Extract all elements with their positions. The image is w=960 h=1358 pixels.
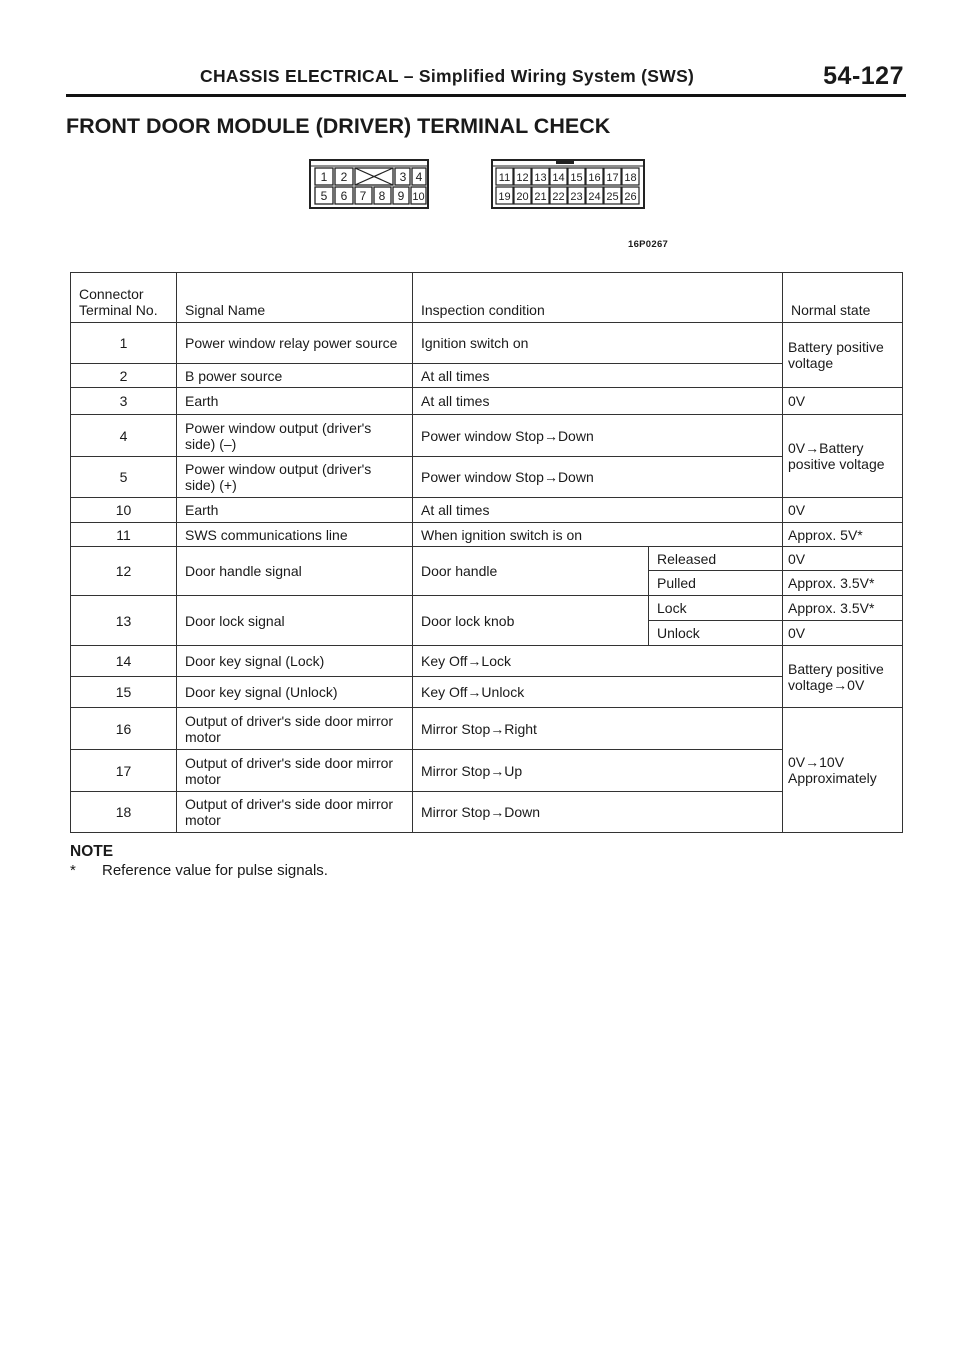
condition-cell: When ignition switch is on — [413, 523, 783, 547]
signal-cell: Door key signal (Unlock) — [177, 677, 413, 708]
table-row — [71, 523, 903, 547]
table-row — [71, 547, 903, 571]
pin-label: 1 — [320, 170, 328, 184]
pin-label: 18 — [624, 172, 637, 184]
table-row — [71, 364, 903, 388]
col-header-terminal: Connector Terminal No. — [71, 273, 177, 323]
pin-label: 24 — [588, 191, 601, 203]
normal-state-cell: Approx. 3.5V* — [783, 571, 903, 596]
col-header-normal: Normal state — [783, 273, 903, 323]
table-row — [71, 498, 903, 523]
condition-cell: Key Off→Unlock — [413, 677, 783, 708]
col-header-condition: Inspection condition — [413, 273, 783, 323]
normal-state-cell: 0V — [783, 498, 903, 523]
normal-state-cell: Approx. 3.5V* — [783, 596, 903, 621]
note-heading: NOTE — [70, 843, 114, 860]
signal-cell: Power window output (driver's side) (+) — [177, 457, 413, 498]
normal-state-cell: 0V — [783, 621, 903, 646]
signal-cell: SWS communications line — [177, 523, 413, 547]
terminal-cell: 11 — [71, 523, 177, 547]
condition-cell: Ignition switch on — [413, 323, 783, 364]
sub-condition-cell: Released — [649, 547, 783, 571]
terminal-cell: 3 — [71, 388, 177, 415]
page-number: 54-127 — [823, 62, 904, 90]
signal-cell: Door handle signal — [177, 547, 413, 596]
normal-state-cell: 0V→Battery positive voltage — [783, 415, 903, 498]
pin-label: 4 — [415, 170, 423, 184]
pin-label: 9 — [397, 189, 405, 203]
pin-label: 20 — [516, 191, 529, 203]
terminal-cell: 18 — [71, 792, 177, 833]
pin-label: 12 — [516, 172, 529, 184]
signal-cell: Earth — [177, 388, 413, 415]
table-row — [71, 388, 903, 415]
pin-label: 15 — [570, 172, 583, 184]
condition-cell: Mirror Stop→Right — [413, 708, 783, 750]
signal-cell: Output of driver's side door mirror motor — [177, 792, 413, 833]
pin-label: 17 — [606, 172, 619, 184]
note-text — [70, 862, 328, 879]
signal-cell: Output of driver's side door mirror motor — [177, 708, 413, 750]
normal-state-cell: 0V→10V Approximately — [783, 708, 903, 833]
pin-label: 21 — [534, 191, 547, 203]
signal-cell: Output of driver's side door mirror motor — [177, 750, 413, 792]
pin-label: 2 — [340, 170, 348, 184]
terminal-cell: 14 — [71, 646, 177, 677]
pin-label: 7 — [359, 189, 367, 203]
table-row — [71, 646, 903, 677]
note-body: Reference value for pulse signals. — [102, 862, 328, 879]
pin-label: 11 — [498, 172, 511, 184]
terminal-check-table — [70, 272, 903, 833]
normal-state-cell: 0V — [783, 388, 903, 415]
pin-label: 5 — [320, 189, 328, 203]
pin-label: 19 — [498, 191, 511, 203]
signal-cell: Earth — [177, 498, 413, 523]
terminal-cell: 12 — [71, 547, 177, 596]
table-row — [71, 323, 903, 364]
terminal-cell: 17 — [71, 750, 177, 792]
terminal-cell: 4 — [71, 415, 177, 457]
condition-cell: At all times — [413, 388, 783, 415]
table-row — [71, 708, 903, 750]
page-title: FRONT DOOR MODULE (DRIVER) TERMINAL CHECK — [66, 114, 611, 138]
signal-cell: Door lock signal — [177, 596, 413, 646]
pin-label: 16 — [588, 172, 601, 184]
terminal-cell: 15 — [71, 677, 177, 708]
condition-cell: Door handle — [413, 547, 649, 596]
pin-label: 6 — [340, 189, 348, 203]
figure-code: 16P0267 — [628, 239, 669, 250]
table-row — [71, 457, 903, 498]
table-row — [71, 792, 903, 833]
terminal-cell: 5 — [71, 457, 177, 498]
pin-label: 25 — [606, 191, 619, 203]
terminal-cell: 16 — [71, 708, 177, 750]
connector-a-diagram — [308, 158, 430, 210]
terminal-cell: 13 — [71, 596, 177, 646]
pin-label: 8 — [378, 189, 386, 203]
table-row — [71, 750, 903, 792]
pin-label: 26 — [624, 191, 637, 203]
normal-state-cell: Approx. 5V* — [783, 523, 903, 547]
pin-label: 23 — [570, 191, 583, 203]
connector-b-diagram — [490, 158, 646, 210]
signal-cell: Power window relay power source — [177, 323, 413, 364]
normal-state-cell: Battery positive voltage — [783, 323, 903, 388]
condition-cell: At all times — [413, 498, 783, 523]
condition-cell: Mirror Stop→Down — [413, 792, 783, 833]
pin-label: 3 — [399, 170, 407, 184]
condition-cell: Key Off→Lock — [413, 646, 783, 677]
pin-label: 14 — [552, 172, 565, 184]
pin-label: 13 — [534, 172, 547, 184]
condition-cell: Door lock knob — [413, 596, 649, 646]
table-row — [71, 596, 903, 621]
table-row — [71, 677, 903, 708]
pin-label: 10 — [412, 191, 425, 203]
sub-condition-cell: Lock — [649, 596, 783, 621]
terminal-cell: 1 — [71, 323, 177, 364]
signal-cell: Power window output (driver's side) (–) — [177, 415, 413, 457]
note-marker: * — [70, 862, 76, 879]
table-row — [71, 415, 903, 457]
condition-cell: Power window Stop→Down — [413, 415, 783, 457]
sub-condition-cell: Pulled — [649, 571, 783, 596]
condition-cell: At all times — [413, 364, 783, 388]
condition-cell: Mirror Stop→Up — [413, 750, 783, 792]
signal-cell: Door key signal (Lock) — [177, 646, 413, 677]
signal-cell: B power source — [177, 364, 413, 388]
normal-state-cell: Battery positive voltage→0V — [783, 646, 903, 708]
sub-condition-cell: Unlock — [649, 621, 783, 646]
normal-state-cell: 0V — [783, 547, 903, 571]
col-header-signal: Signal Name — [177, 273, 413, 323]
terminal-cell: 2 — [71, 364, 177, 388]
terminal-cell: 10 — [71, 498, 177, 523]
section-title: CHASSIS ELECTRICAL – Simplified Wiring System (SWS) — [200, 66, 695, 86]
pin-label: 22 — [552, 191, 565, 203]
condition-cell: Power window Stop→Down — [413, 457, 783, 498]
page-header — [66, 64, 906, 97]
table-header-row — [71, 273, 903, 323]
